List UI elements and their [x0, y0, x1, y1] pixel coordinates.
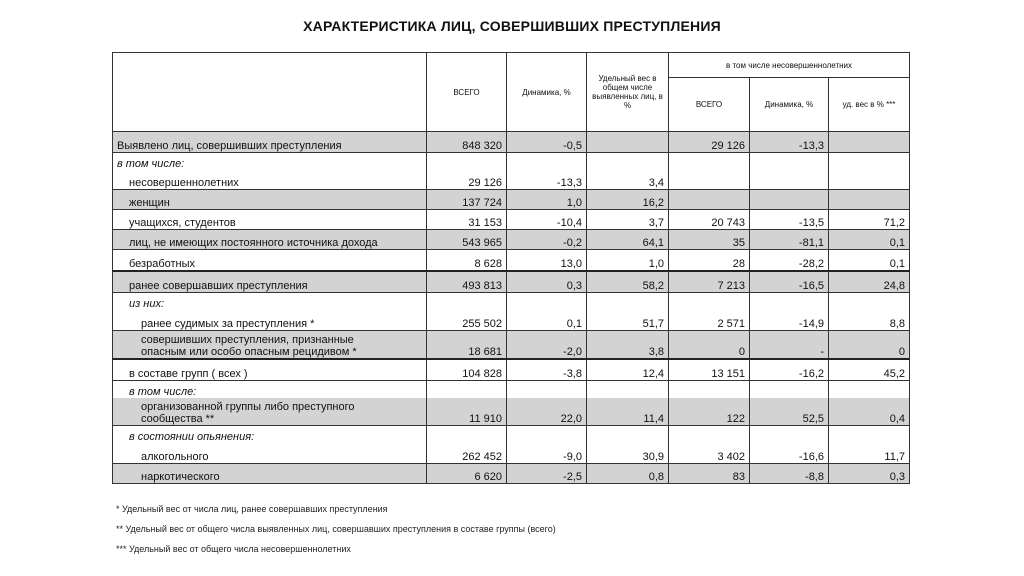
cell-share: 3,8: [587, 331, 669, 360]
cell-share: 16,2: [587, 190, 669, 210]
cell-minors-dynamics: -16,2: [750, 359, 829, 381]
cell-total: 29 126: [427, 170, 507, 190]
cell-dynamics: -3,8: [507, 359, 587, 381]
cell-minors-dynamics: -16,6: [750, 443, 829, 464]
cell-minors-dynamics: -8,8: [750, 464, 829, 484]
table-row: [113, 271, 910, 293]
cell-share: [587, 132, 669, 153]
header-share: Удельный вес в общем числе выявленных лиц, в %: [587, 53, 669, 132]
cell-minors-share: 45,2: [829, 359, 910, 381]
footnote-3: *** Удельный вес от общего числа несовершеннолетних: [116, 544, 351, 554]
cell-minors-dynamics: -14,9: [750, 310, 829, 331]
page-title: ХАРАКТЕРИСТИКА ЛИЦ, СОВЕРШИВШИХ ПРЕСТУПЛЕНИЯ: [303, 18, 721, 34]
cell-total: 8 628: [427, 250, 507, 272]
cell-total: 18 681: [427, 331, 507, 360]
cell-dynamics: -10,4: [507, 210, 587, 230]
row-label: Выявлено лиц, совершивших преступления: [113, 132, 427, 153]
cell-minors-dynamics: -13,3: [750, 132, 829, 153]
cell-minors-dynamics: 52,5: [750, 398, 829, 426]
cell-dynamics: 1,0: [507, 190, 587, 210]
row-label-line-2: опасным или особо опасным рецидивом *: [141, 346, 357, 358]
cell-minors-share: 71,2: [829, 210, 910, 230]
cell-dynamics: -2,5: [507, 464, 587, 484]
cell-minors-total: [669, 190, 750, 210]
table-row: [113, 443, 910, 464]
row-label: [113, 398, 427, 426]
cell-share: 58,2: [587, 271, 669, 293]
row-label: несовершеннолетних: [113, 170, 427, 190]
cell-minors-total: 2 571: [669, 310, 750, 331]
header-minors-share: уд. вес в % ***: [829, 78, 910, 132]
row-label: из них:: [113, 293, 427, 311]
cell-total: 543 965: [427, 230, 507, 250]
cell-minors-total: 20 743: [669, 210, 750, 230]
cell-minors-dynamics: -16,5: [750, 271, 829, 293]
cell-minors-dynamics: -28,2: [750, 250, 829, 272]
cell-minors-share: [829, 190, 910, 210]
cell-total: 31 153: [427, 210, 507, 230]
cell-total: 848 320: [427, 132, 507, 153]
cell-minors-share: 8,8: [829, 310, 910, 331]
cell-share: 1,0: [587, 250, 669, 272]
cell-share: 0,8: [587, 464, 669, 484]
table-row: [113, 359, 910, 381]
cell-dynamics: -13,3: [507, 170, 587, 190]
table-row: [113, 381, 910, 399]
cell-minors-total: 35: [669, 230, 750, 250]
table-row: [113, 132, 910, 153]
cell-share: 64,1: [587, 230, 669, 250]
table-row: [113, 230, 910, 250]
row-label: в том числе:: [113, 381, 427, 399]
cell-dynamics: -0,5: [507, 132, 587, 153]
cell-minors-dynamics: -81,1: [750, 230, 829, 250]
row-label: алкогольного: [113, 443, 427, 464]
cell-minors-share: [829, 170, 910, 190]
cell-minors-share: 0,3: [829, 464, 910, 484]
footnote-2: ** Удельный вес от общего числа выявленных лиц, совершавших преступления в составе группы (всего): [116, 524, 556, 534]
row-label: в том числе:: [113, 153, 427, 171]
cell-dynamics: -9,0: [507, 443, 587, 464]
row-label: наркотического: [113, 464, 427, 484]
cell-minors-total: 122: [669, 398, 750, 426]
cell-share: 3,4: [587, 170, 669, 190]
table-row: [113, 170, 910, 190]
cell-minors-share: [829, 132, 910, 153]
header-category: [113, 53, 427, 132]
table-row: [113, 426, 910, 444]
cell-share: 3,7: [587, 210, 669, 230]
cell-minors-share: 11,7: [829, 443, 910, 464]
row-label-line-1: совершивших преступления, признанные: [141, 334, 354, 346]
row-label: ранее судимых за преступления *: [113, 310, 427, 331]
cell-minors-dynamics: -: [750, 331, 829, 360]
table-row: [113, 250, 910, 272]
row-label: лиц, не имеющих постоянного источника дохода: [113, 230, 427, 250]
table-row: [113, 464, 910, 484]
row-label: безработных: [113, 250, 427, 272]
cell-total: 137 724: [427, 190, 507, 210]
cell-total: 6 620: [427, 464, 507, 484]
cell-total: 11 910: [427, 398, 507, 426]
cell-share: 11,4: [587, 398, 669, 426]
table-row: [113, 210, 910, 230]
cell-minors-dynamics: -13,5: [750, 210, 829, 230]
cell-minors-share: 0,1: [829, 230, 910, 250]
table-row: [113, 310, 910, 331]
row-label: женщин: [113, 190, 427, 210]
header-minors-total: ВСЕГО: [669, 78, 750, 132]
cell-total: 255 502: [427, 310, 507, 331]
cell-minors-total: 3 402: [669, 443, 750, 464]
cell-share: 30,9: [587, 443, 669, 464]
cell-dynamics: -2,0: [507, 331, 587, 360]
cell-total: 262 452: [427, 443, 507, 464]
cell-minors-share: 0: [829, 331, 910, 360]
cell-minors-total: 0: [669, 331, 750, 360]
cell-minors-total: 28: [669, 250, 750, 272]
row-label: в составе групп ( всех ): [113, 359, 427, 381]
table-row: [113, 293, 910, 311]
cell-minors-total: 29 126: [669, 132, 750, 153]
cell-minors-share: 0,4: [829, 398, 910, 426]
cell-minors-total: 13 151: [669, 359, 750, 381]
table-row: [113, 398, 910, 426]
cell-minors-total: [669, 170, 750, 190]
header-minors-dynamics: Динамика, %: [750, 78, 829, 132]
table-row: [113, 190, 910, 210]
row-label-line-1: организованной группы либо преступного: [141, 401, 355, 413]
cell-minors-total: 7 213: [669, 271, 750, 293]
cell-total: 493 813: [427, 271, 507, 293]
cell-minors-total: 83: [669, 464, 750, 484]
cell-dynamics: 0,3: [507, 271, 587, 293]
row-label-line-2: сообщества **: [141, 413, 215, 425]
cell-dynamics: 0,1: [507, 310, 587, 331]
cell-minors-share: 0,1: [829, 250, 910, 272]
cell-minors-share: 24,8: [829, 271, 910, 293]
offenders-table: [112, 52, 910, 484]
cell-share: 12,4: [587, 359, 669, 381]
table-row: [113, 331, 910, 360]
header-total: ВСЕГО: [427, 53, 507, 132]
header-dynamics: Динамика, %: [507, 53, 587, 132]
footnote-1: * Удельный вес от числа лиц, ранее совершавших преступления: [116, 504, 388, 514]
row-label: [113, 331, 427, 360]
cell-dynamics: -0,2: [507, 230, 587, 250]
cell-share: 51,7: [587, 310, 669, 331]
cell-dynamics: 22,0: [507, 398, 587, 426]
cell-dynamics: 13,0: [507, 250, 587, 272]
cell-minors-dynamics: [750, 190, 829, 210]
cell-total: 104 828: [427, 359, 507, 381]
cell-minors-dynamics: [750, 170, 829, 190]
table-row: [113, 153, 910, 171]
header-minors-group: в том числе несовершеннолетних: [669, 53, 910, 78]
row-label: ранее совершавших преступления: [113, 271, 427, 293]
row-label: учащихся, студентов: [113, 210, 427, 230]
row-label: в состоянии опьянения:: [113, 426, 427, 444]
